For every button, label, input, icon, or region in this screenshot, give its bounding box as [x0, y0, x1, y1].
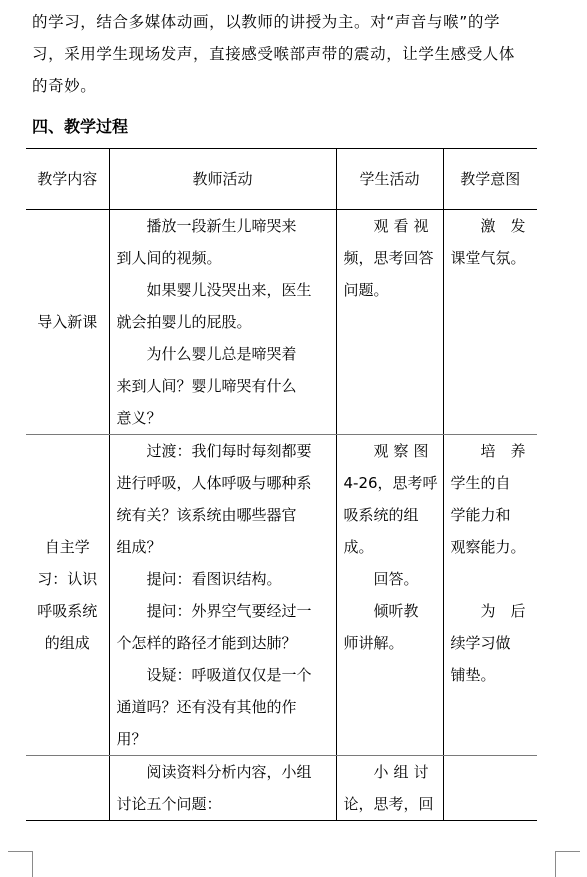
cell-student: 观看视 频，思考回答 问题。	[336, 210, 443, 435]
table-row	[26, 756, 537, 821]
page-corner-mark-right-v	[555, 851, 556, 877]
table-row	[26, 435, 537, 756]
header-student: 学生活动	[336, 149, 443, 210]
table-row	[26, 210, 537, 435]
table-header-row	[26, 149, 537, 210]
header-content: 教学内容	[26, 149, 109, 210]
page-corner-mark-left-v	[32, 851, 33, 877]
cell-content	[26, 756, 109, 821]
teaching-process-table	[26, 148, 537, 821]
header-intent: 教学意图	[443, 149, 537, 210]
page-corner-mark-right-h	[555, 851, 580, 852]
intro-line: 的学习，结合多媒体动画，以教师的讲授为主。对“声音与喉”的学	[32, 13, 501, 31]
page-corner-mark-left-h	[8, 851, 33, 852]
cell-student: 小组讨 论，思考，回	[336, 756, 443, 821]
intro-paragraph	[32, 6, 558, 102]
section-heading: 四、教学过程	[32, 117, 129, 136]
header-teacher: 教师活动	[109, 149, 336, 210]
cell-intent: 激 发 课堂气氛。	[443, 210, 537, 435]
cell-teacher: 过渡：我们每时每刻都要 进行呼吸，人体呼吸与哪种系 统有关？该系统由哪些器官 组成？ 提问：看图识结构。 提问：外界空气要经过一 个怎样的路径才能到达肺？ 设疑：呼吸道仅仅是一个 通道吗？还有没有其他的作 用？	[109, 435, 336, 756]
cell-teacher: 阅读资料分析内容，小组 讨论五个问题：	[109, 756, 336, 821]
intro-line: 习，采用学生现场发声，直接感受喉部声带的震动，让学生感受人体	[32, 45, 516, 63]
cell-content: 导入新课	[26, 210, 109, 435]
cell-intent	[443, 756, 537, 821]
cell-teacher: 播放一段新生儿啼哭来 到人间的视频。 如果婴儿没哭出来，医生 就会拍婴儿的屁股。 为什么婴儿总是啼哭着 来到人间？婴儿啼哭有什么 意义？	[109, 210, 336, 435]
cell-content: 自主学 习：认识 呼吸系统 的组成	[26, 435, 109, 756]
cell-student: 观察图 4-26，思考呼 吸系统的组 成。 回答。 倾听教 师讲解。	[336, 435, 443, 756]
cell-intent: 培 养 学生的自 学能力和 观察能力。 为 后 续学习做 铺垫。	[443, 435, 537, 756]
intro-line: 的奇妙。	[32, 77, 97, 95]
